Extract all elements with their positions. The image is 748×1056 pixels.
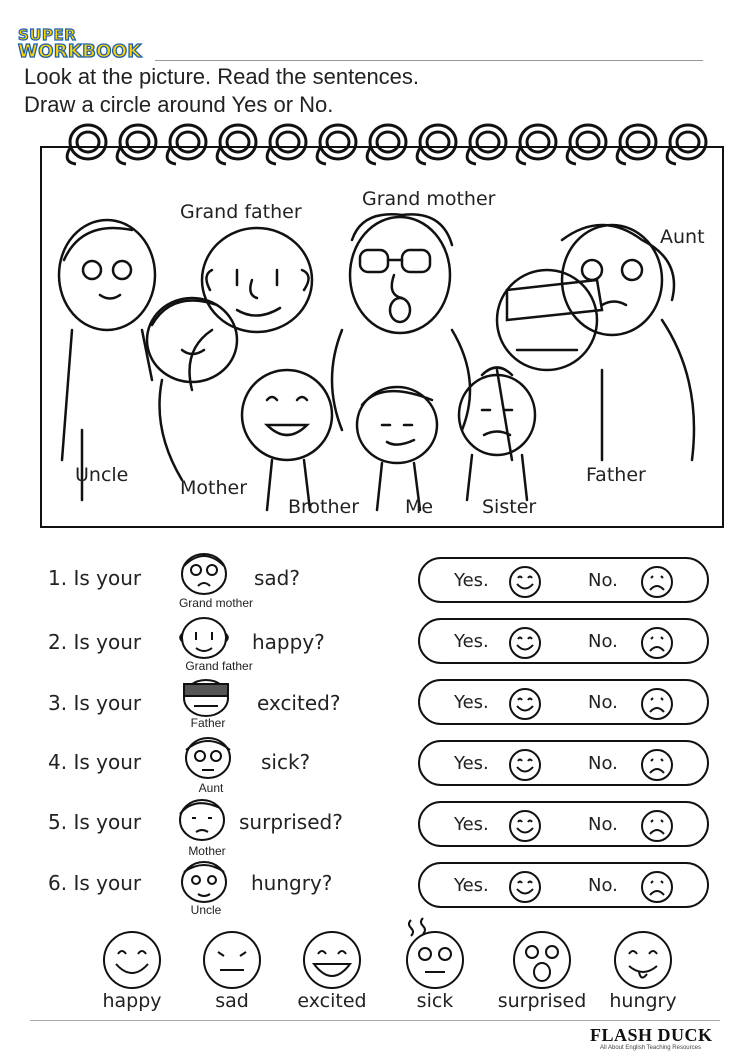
happy-face-icon xyxy=(508,748,542,782)
question-person-caption: Father xyxy=(190,716,226,730)
question-1 xyxy=(48,566,141,590)
question-3 xyxy=(48,691,141,715)
happy-face-icon xyxy=(100,930,164,990)
label-uncle: Uncle xyxy=(75,464,129,486)
aunt-face-icon xyxy=(170,730,246,782)
excited-face-icon xyxy=(300,930,364,990)
yes-option[interactable]: Yes. xyxy=(454,875,489,896)
sad-face-icon xyxy=(200,930,264,990)
question-prefix: Is your xyxy=(73,630,142,654)
label-grand-father: Grand father xyxy=(180,201,302,223)
happy-face-icon xyxy=(508,809,542,843)
uncle-face-icon xyxy=(166,854,242,906)
grand-mother-figure xyxy=(332,214,470,430)
question-2 xyxy=(48,630,141,654)
question-prefix: Is your xyxy=(73,810,142,834)
yes-option[interactable]: Yes. xyxy=(454,814,489,835)
sad-face-icon xyxy=(640,565,674,599)
happy-face-icon xyxy=(508,565,542,599)
yes-option[interactable]: Yes. xyxy=(454,631,489,652)
label-sister: Sister xyxy=(482,496,537,518)
question-number: 5. xyxy=(48,810,68,834)
no-option[interactable]: No. xyxy=(588,753,618,774)
flash-duck-logo xyxy=(586,1025,726,1053)
sister-figure xyxy=(459,368,535,501)
question-adjective: surprised? xyxy=(239,810,343,834)
emotion-label-sick: sick xyxy=(416,990,454,1012)
question-prefix: Is your xyxy=(73,566,142,590)
sad-face-icon xyxy=(640,626,674,660)
instruction-line-1: Look at the picture. Read the sentences. xyxy=(24,64,420,89)
no-option[interactable]: No. xyxy=(588,631,618,652)
no-option[interactable]: No. xyxy=(588,875,618,896)
no-option[interactable]: No. xyxy=(588,814,618,835)
instruction-line-2: Draw a circle around Yes or No. xyxy=(24,92,334,117)
question-number: 6. xyxy=(48,871,68,895)
logo-top-text: SUPER xyxy=(18,26,77,44)
question-person-caption: Grand father xyxy=(185,659,253,673)
question-number: 2. xyxy=(48,630,68,654)
emotion-label-sad: sad xyxy=(215,990,249,1012)
happy-face-icon xyxy=(508,870,542,904)
sad-face-icon xyxy=(640,809,674,843)
question-person-caption: Uncle xyxy=(190,903,222,917)
question-adjective: excited? xyxy=(257,691,341,715)
brother-figure xyxy=(242,370,332,510)
me-figure xyxy=(357,387,437,510)
brand-tagline: All About English Teaching Resources xyxy=(600,1045,701,1051)
yes-option[interactable]: Yes. xyxy=(454,692,489,713)
label-father: Father xyxy=(586,464,646,486)
happy-face-icon xyxy=(508,687,542,721)
question-prefix: Is your xyxy=(73,871,142,895)
emotion-label-excited: excited xyxy=(297,990,367,1012)
footer-rule xyxy=(30,1020,720,1021)
grand-mother-face-icon xyxy=(166,546,242,598)
sad-face-icon xyxy=(640,687,674,721)
sad-face-icon xyxy=(640,870,674,904)
spiral-binding-icon xyxy=(40,118,730,178)
hungry-face-icon xyxy=(611,930,675,990)
grand-father-face-icon xyxy=(166,610,242,662)
question-prefix: Is your xyxy=(73,691,142,715)
question-5 xyxy=(48,810,141,834)
question-prefix: Is your xyxy=(73,750,142,774)
question-number: 3. xyxy=(48,691,68,715)
header-rule xyxy=(155,60,703,61)
answer-pill-4 xyxy=(418,740,709,786)
emotion-label-surprised: surprised xyxy=(497,990,587,1012)
yes-option[interactable]: Yes. xyxy=(454,753,489,774)
label-mother: Mother xyxy=(180,477,248,499)
super-workbook-logo xyxy=(18,26,148,64)
father-face-icon xyxy=(168,672,244,718)
logo-bottom-text: WORKBOOK xyxy=(18,41,142,62)
answer-pill-5 xyxy=(418,801,709,847)
answer-pill-1 xyxy=(418,557,709,603)
question-person-caption: Grand mother xyxy=(178,596,254,610)
answer-pill-6 xyxy=(418,862,709,908)
no-option[interactable]: No. xyxy=(588,570,618,591)
question-number: 4. xyxy=(48,750,68,774)
label-grand-mother: Grand mother xyxy=(362,188,496,210)
label-me: Me xyxy=(405,496,434,518)
question-4 xyxy=(48,750,141,774)
answer-pill-2 xyxy=(418,618,709,664)
mother-face-icon xyxy=(164,792,240,844)
question-6 xyxy=(48,871,141,895)
sad-face-icon xyxy=(640,748,674,782)
question-person-caption: Aunt xyxy=(198,781,224,795)
surprised-face-icon xyxy=(510,930,574,990)
yes-option[interactable]: Yes. xyxy=(454,570,489,591)
label-brother: Brother xyxy=(288,496,360,518)
no-option[interactable]: No. xyxy=(588,692,618,713)
question-adjective: hungry? xyxy=(251,871,333,895)
sick-face-icon xyxy=(403,914,467,990)
emotion-label-happy: happy xyxy=(102,990,162,1012)
aunt-figure xyxy=(562,225,694,460)
emotion-label-hungry: hungry xyxy=(609,990,677,1012)
brand-name: FLASH DUCK xyxy=(590,1025,713,1045)
uncle-figure xyxy=(59,220,155,500)
label-aunt: Aunt xyxy=(660,226,705,248)
answer-pill-3 xyxy=(418,679,709,725)
question-person-caption: Mother xyxy=(188,844,226,858)
question-adjective: sick? xyxy=(261,750,311,774)
father-figure xyxy=(497,270,602,460)
happy-face-icon xyxy=(508,626,542,660)
question-adjective: happy? xyxy=(252,630,325,654)
grand-father-figure xyxy=(190,228,313,390)
question-adjective: sad? xyxy=(254,566,300,590)
question-number: 1. xyxy=(48,566,68,590)
